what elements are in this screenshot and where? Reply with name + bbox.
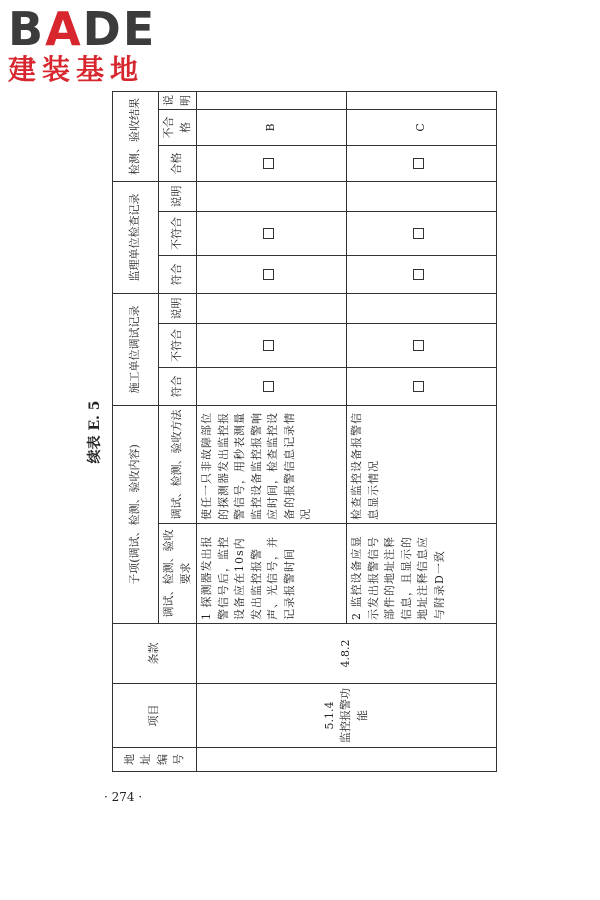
header-method: 调试、检测、验收方法 bbox=[159, 406, 197, 524]
note-cell bbox=[347, 181, 497, 211]
header-supervision-group: 监理单位检查记录 bbox=[113, 181, 159, 293]
header-fail: 不合格 bbox=[159, 109, 197, 145]
checkbox-cell bbox=[197, 324, 347, 368]
header-sub-item-group: 子项(调试、检测、验收内容) bbox=[113, 406, 159, 624]
method-cell: 使任一只非故障部位的探测器发出监控报警信号，用秒表测量监控设备监控报警响应时间，检查监控设备的报警信息记录情况 bbox=[197, 406, 347, 524]
header-construction-group: 施工单位调试记录 bbox=[113, 293, 159, 405]
header-conform: 符合 bbox=[159, 368, 197, 406]
item-name: 监控报警功能 bbox=[339, 688, 369, 743]
note-cell bbox=[197, 181, 347, 211]
checkbox-icon[interactable] bbox=[263, 381, 274, 392]
checkbox-icon[interactable] bbox=[413, 269, 424, 280]
page-number: · 274 · bbox=[104, 790, 143, 804]
checkbox-icon[interactable] bbox=[413, 228, 424, 239]
checkbox-icon[interactable] bbox=[263, 228, 274, 239]
header-item: 项目 bbox=[113, 684, 197, 748]
checkbox-cell bbox=[197, 368, 347, 406]
result-fail-cell: B bbox=[197, 109, 347, 145]
checkbox-cell bbox=[347, 145, 497, 181]
table-row bbox=[197, 91, 347, 771]
note-cell bbox=[197, 91, 347, 109]
checkbox-cell bbox=[347, 324, 497, 368]
rotated-table-area bbox=[87, 92, 492, 772]
logo-wordmark: BADE bbox=[8, 2, 157, 56]
checkbox-icon[interactable] bbox=[263, 269, 274, 280]
checkbox-cell bbox=[197, 211, 347, 255]
header-pass: 合格 bbox=[159, 145, 197, 181]
note-cell bbox=[347, 91, 497, 109]
address-code-cell bbox=[197, 748, 497, 772]
checkbox-cell bbox=[197, 145, 347, 181]
checkbox-cell bbox=[347, 211, 497, 255]
checkbox-icon[interactable] bbox=[263, 158, 274, 169]
checkbox-icon[interactable] bbox=[413, 381, 424, 392]
checkbox-cell bbox=[197, 255, 347, 293]
header-nonconform: 不符合 bbox=[159, 211, 197, 255]
header-conform: 符合 bbox=[159, 255, 197, 293]
checkbox-cell bbox=[347, 255, 497, 293]
note-cell bbox=[347, 293, 497, 323]
header-note: 说明 bbox=[159, 181, 197, 211]
checkbox-icon[interactable] bbox=[413, 340, 424, 351]
table-caption: 续表 E. 5 bbox=[87, 400, 103, 464]
item-cell bbox=[197, 684, 497, 748]
header-clause: 条款 bbox=[113, 624, 197, 684]
inspection-table bbox=[112, 91, 497, 772]
header-nonconform: 不符合 bbox=[159, 324, 197, 368]
checkbox-icon[interactable] bbox=[413, 158, 424, 169]
method-cell: 检查监控设备报警信息显示情况 bbox=[347, 406, 497, 524]
header-address-code: 地址编号 bbox=[113, 748, 197, 772]
checkbox-cell bbox=[347, 368, 497, 406]
note-cell bbox=[197, 293, 347, 323]
requirement-cell: 2 监控设备应显示发出报警信号部件的地址注释信息，且显示的地址注释信息应与附录D一致 bbox=[347, 524, 497, 624]
logo-subtitle: 建装基地 bbox=[8, 53, 145, 86]
result-fail-cell: C bbox=[347, 109, 497, 145]
item-number: 5.1.4 bbox=[322, 701, 336, 730]
header-result-group: 检测、验收结果 bbox=[113, 91, 159, 181]
requirement-cell: 1 探测器发出报警信号后，监控设备应在10s内发出监控报警声、光信号，并记录报警时间 bbox=[197, 524, 347, 624]
header-note: 说明 bbox=[159, 91, 197, 109]
checkbox-icon[interactable] bbox=[263, 340, 274, 351]
header-note: 说明 bbox=[159, 293, 197, 323]
clause-cell: 4.8.2 bbox=[197, 624, 497, 684]
header-requirement: 调试、检测、验收要求 bbox=[159, 524, 197, 624]
